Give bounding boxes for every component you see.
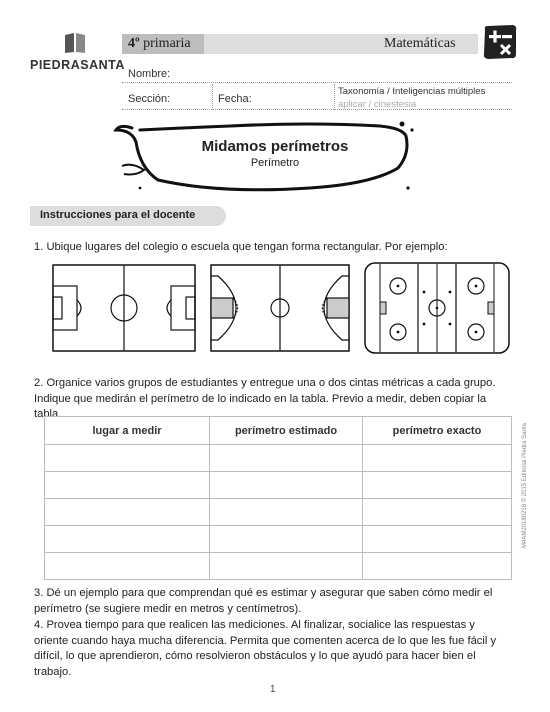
page-subtitle: Perímetro (250, 157, 300, 169)
step-3: 3. Dé un ejemplo para que comprendan qué es estimar y asegurar que saben cómo medir el perímetro (se sugiere medir en metros y centímetros). (34, 587, 493, 615)
section-line (122, 109, 512, 110)
table-cell[interactable] (363, 445, 512, 472)
table-cell[interactable] (210, 526, 363, 553)
book-logo-icon (62, 32, 88, 54)
table-cell[interactable] (210, 445, 363, 472)
table-header: lugar a medir (45, 417, 210, 445)
table-cell[interactable] (45, 472, 210, 499)
table-cell[interactable] (363, 472, 512, 499)
step-2: 2. Organice varios grupos de estudiantes y entregue una o dos cintas métricas a cada grupo. Indique que medirán el perímetro de lo indicado en la tabla. Previo a medir, deben copiar la tabla. (34, 377, 496, 420)
table-row (45, 445, 512, 472)
page-number: 1 (270, 684, 276, 695)
table-cell[interactable] (210, 553, 363, 580)
table-cell[interactable] (210, 499, 363, 526)
table-cell[interactable] (210, 472, 363, 499)
taxonomy-label: Taxonomía / Inteligencias múltiples (338, 86, 486, 97)
divider (212, 84, 213, 110)
table-cell[interactable] (363, 499, 512, 526)
name-line (122, 82, 512, 83)
section-label: Sección: (128, 93, 171, 105)
page-title: Midamos perímetros (201, 138, 349, 155)
plus-minus-times-icon (482, 24, 518, 60)
table-cell[interactable] (363, 553, 512, 580)
brand-logo: PIEDRASANTA (30, 58, 125, 72)
table-header-row (45, 417, 512, 445)
basketball-court-icon (210, 264, 350, 352)
grade-label: 4º primaria (128, 36, 191, 51)
step-1: 1. Ubique lugares del colegio o escuela que tengan forma rectangular. Por ejemplo: (34, 241, 448, 253)
table-cell[interactable] (45, 553, 210, 580)
table-cell[interactable] (45, 526, 210, 553)
divider (334, 84, 335, 110)
hockey-rink-icon (364, 262, 510, 354)
table-row (45, 472, 512, 499)
table-row (45, 499, 512, 526)
table-cell[interactable] (363, 526, 512, 553)
table-header: perímetro estimado (210, 417, 363, 445)
taxonomy-sub-label: aplicar / cinestesia (338, 99, 417, 110)
table-header: perímetro exacto (363, 417, 512, 445)
subject-label: Matemáticas (384, 36, 456, 51)
table-cell[interactable] (45, 445, 210, 472)
step-4: 4. Provea tiempo para que realicen las mediciones. Al finalizar, socialice las respuestas y oriente cuando haya mucha diferencia. Permita que comenten acerca de lo que les fue fácil y difícil, lo que aprendieron, cómo resolvieron obstáculos y lo que ayudó para hacer bien el trabajo. (34, 619, 497, 678)
instructions-heading: Instrucciones para el docente (40, 209, 196, 221)
table-row (45, 553, 512, 580)
side-note: M4AM20180218 © 2015 Editorial Piedra Santa (522, 423, 528, 548)
name-label: Nombre: (128, 68, 171, 80)
measurement-table (44, 416, 512, 580)
soccer-field-icon (52, 264, 196, 352)
table-row (45, 526, 512, 553)
table-cell[interactable] (45, 499, 210, 526)
date-label: Fecha: (218, 93, 252, 105)
